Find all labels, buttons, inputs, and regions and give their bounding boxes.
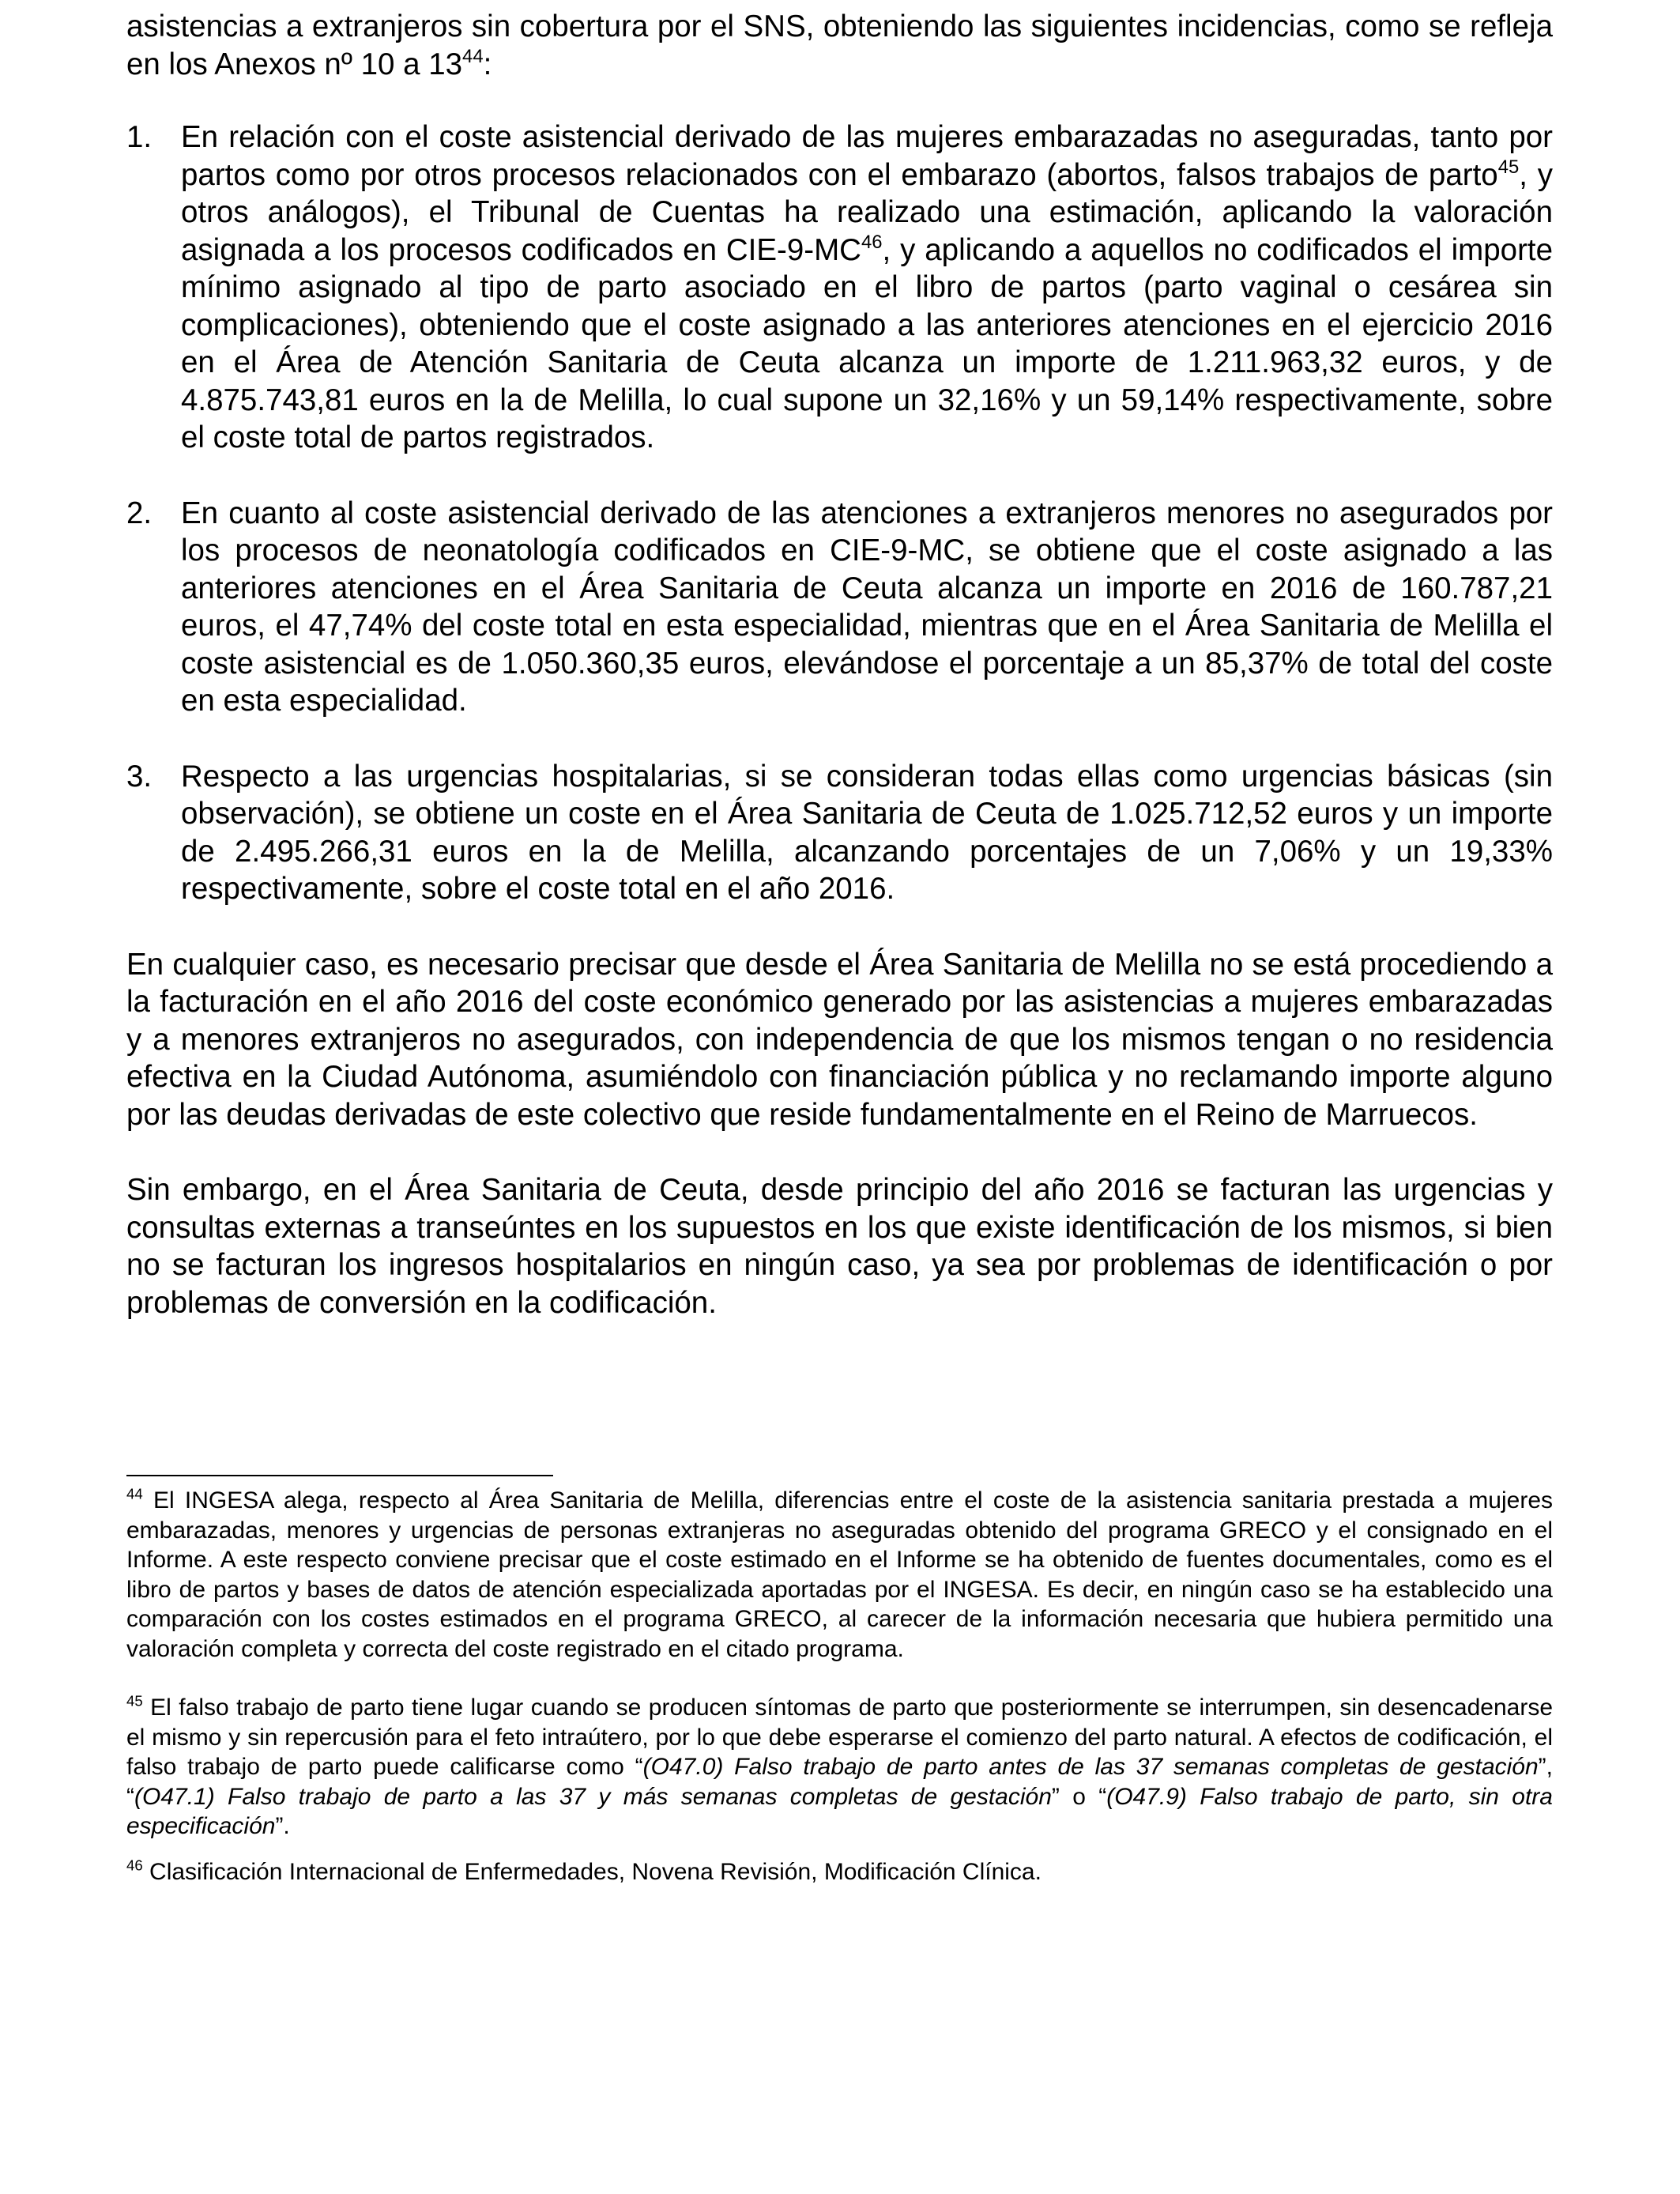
footnote-ref-45[interactable]: 45: [1497, 156, 1520, 178]
list-number: 2.: [126, 496, 153, 530]
list-item: 2. En cuanto al coste asistencial derivado de las atenciones a extranjeros menores no asegurados por los procesos de neonatología codificados en CIE-9-MC, se obtiene que el coste asignado a las anteriores atenciones en el Área Sanitaria de Ceuta alcanza un importe en 2016 de 160.787,21 euros, el 47,74% del coste total en esta especialidad, mientras que en el Área Sanitaria de Melilla el coste asistencial es de 1.050.360,35 euros, elevándose el porcentaje a un 85,37% de total del coste en esta especialidad.: [126, 496, 1553, 718]
list-number: 3.: [126, 759, 153, 794]
paragraph-ceuta: Sin embargo, en el Área Sanitaria de Ceuta, desde principio del año 2016 se facturan las urgencias y consultas externas a transeúntes en los supuestos en los que existe identificación de los mismos, si bien no se facturan los ingresos hospitalarios en ningún caso, ya sea por problemas de identificación o por problemas de conversión en la codificación.: [126, 1173, 1553, 1320]
footnote-45: $^{45}$ El falso trabajo de parto tiene lugar cuando se producen síntomas de parto que posteriormente se interrumpen, sin desencadenarse el mismo y sin repercusión para el feto intraútero, por lo que debe esperarse el comienzo del parto natural. A efectos de codificación, el falso trabajo de parto puede calificarse como “(O47.0) Falso trabajo de parto antes de las 37 semanas completas de gestación”, “(O47.1) Falso trabajo de parto a las 37 y más semanas completas de gestación” o “(O47.9) Falso trabajo de parto, sin otra especificación”.: [126, 1692, 1553, 1839]
paragraph-melilla: En cualquier caso, es necesario precisar que desde el Área Sanitaria de Melilla no se está procediendo a la facturación en el año 2016 del coste económico generado por las asistencias a mujeres embarazadas y a menores extranjeros no asegurados, con independencia de que los mismos tengan o no residencia efectiva en la Ciudad Autónoma, asumiéndolo con financiación pública y no reclamando importe alguno por las deudas derivadas de este colectivo que reside fundamentalmente en el Reino de Marruecos.: [126, 947, 1553, 1132]
footnote-44: $^{44}$ El INGESA alega, respecto al Área Sanitaria de Melilla, diferencias entre el coste de la asistencia sanitaria prestada a mujeres embarazadas, menores y urgencias de personas extranjeras no aseguradas obtenido del programa GRECO y el consignado en el Informe. A este respecto conviene precisar que el coste estimado en el Informe se ha obtenido de fuentes documentales, como es el libro de partos y bases de datos de atención especializada aportadas por el INGESA. Es decir, en ningún caso se ha establecido una comparación con los costes estimados en el programa GRECO, al carecer de la información necesaria que hubiera permitido una valoración completa y correcta del coste registrado en el citado programa.: [126, 1485, 1553, 1662]
document-page: [126, 8, 1553, 1321]
findings-list: [126, 119, 1553, 908]
intro-paragraph: asistencias a extranjeros sin cobertura por el SNS, obteniendo las siguientes incidencias, como se refleja en los Anexos nº 10 a $13^{44}$:: [126, 9, 1553, 81]
footnote-46: $^{46}$ Clasificación Internacional de Enfermedades, Novena Revisión, Modificación Clínica.: [126, 1856, 1042, 1885]
footnote-ref-44[interactable]: 44: [462, 45, 484, 67]
footnote-separator: [126, 1475, 553, 1476]
footnote-ref-46[interactable]: 46: [861, 231, 883, 253]
list-item: 1. En relación con el coste asistencial derivado de las mujeres embarazadas no aseguradas, tanto por partos como por otros procesos relacionados con el embarazo (abortos, falsos trabajos de parto$^{45}$, y otros análogos), el Tribunal de Cuentas ha realizado una estimación, aplicando la valoración asignada a los procesos codificados en CIE-9-MC$^{46}$, y aplicando a aquellos no codificados el importe mínimo asignado al tipo de parto asociado en el libro de partos (parto vaginal o cesárea sin complicaciones), obteniendo que el coste asignado a las anteriores atenciones en el ejercicio 2016 en el Área de Atención Sanitaria de Ceuta alcanza un importe de 1.211.963,32 euros, y de 4.875.743,81 euros en la de Melilla, lo cual supone un 32,16% y un 59,14% respectivamente, sobre el coste total de partos registrados.: [126, 120, 1553, 454]
list-number: 1.: [126, 120, 153, 154]
footnotes: [126, 1486, 1553, 1887]
list-item: 3. Respecto a las urgencias hospitalarias, si se consideran todas ellas como urgencias básicas (sin observación), se obtiene un coste en el Área Sanitaria de Ceuta de 1.025.712,52 euros y un importe de 2.495.266,31 euros en la de Melilla, alcanzando porcentajes de un 7,06% y un 19,33% respectivamente, sobre el coste total en el año 2016.: [126, 759, 1553, 906]
